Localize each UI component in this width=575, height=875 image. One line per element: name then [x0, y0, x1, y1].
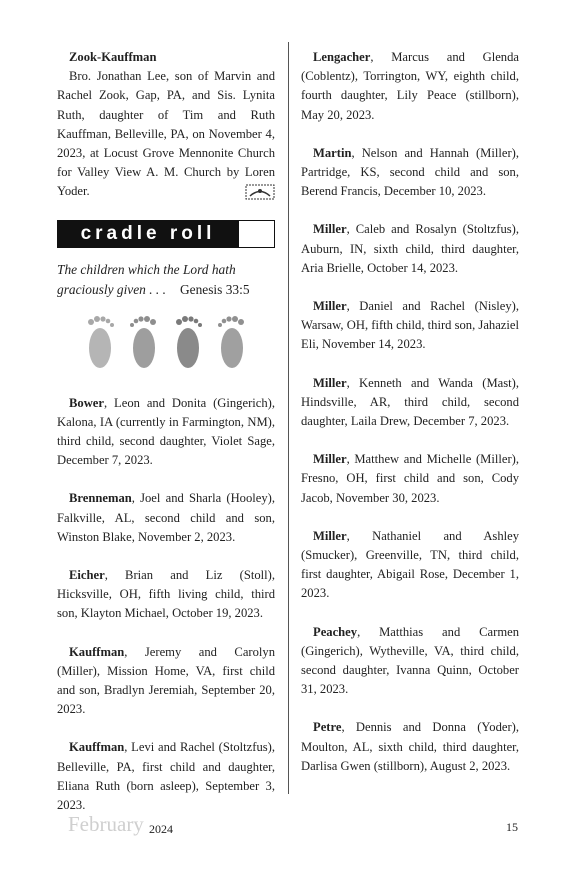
right-column [301, 48, 519, 795]
birth-entry [301, 220, 519, 278]
wedding-announcement [57, 48, 275, 202]
birth-entry [57, 738, 275, 815]
footprints-illustration [57, 312, 275, 370]
wedding-ornament-icon [245, 184, 275, 200]
birth-entry [57, 643, 275, 720]
verse-text: The children which the Lord hath graciously given . . . [57, 261, 236, 297]
entry-text: , Joel and Sharla (Hooley), Falkville, AL, second child and son, Winston Blake, November 2, 2023. [57, 491, 275, 544]
birth-entry [301, 144, 519, 202]
birth-entry [57, 566, 275, 624]
cradle-roll-banner [57, 220, 275, 248]
birth-entry [57, 394, 275, 471]
family-name: Miller [313, 299, 347, 314]
cradle-roll-heading: cradle roll [57, 220, 239, 248]
column-divider [288, 42, 289, 794]
family-name: Kauffman [69, 740, 125, 755]
entry-text: , Matthew and Michelle (Miller), Fresno, OH, first child and son, Cody Jacob, November 30, 2023. [301, 452, 519, 505]
birth-entry [301, 527, 519, 604]
page-number: 15 [506, 820, 518, 834]
entry-text: , Brian and Liz (Stoll), Hicksville, OH, fifth living child, third son, Klayton Michael, October 19, 2023. [57, 568, 275, 621]
birth-entry [301, 374, 519, 432]
family-name: Peachey [313, 624, 358, 639]
footprint-icon [214, 312, 250, 370]
family-name: Miller [313, 452, 347, 467]
birth-entry [301, 718, 519, 776]
footer-month: February [68, 812, 144, 836]
birth-entry [301, 623, 519, 700]
family-name: Petre [313, 720, 342, 735]
family-name: Lengacher [313, 50, 371, 64]
footprint-icon [170, 312, 206, 370]
entry-text: , Leon and Donita (Gingerich), Kalona, IA (currently in Farmington, NM), third child, second daughter, Violet Sage, December 7, 2023. [57, 395, 275, 468]
birth-entry [57, 489, 275, 547]
entry-text: , Dennis and Donna (Yoder), Moulton, AL, sixth child, third daughter, Darlisa Gwen (stillborn), August 2, 2023. [301, 720, 519, 773]
family-name: Miller [313, 528, 347, 543]
family-name: Eicher [69, 568, 105, 583]
birth-entry [301, 48, 519, 125]
footer-year: 2024 [149, 822, 173, 836]
entry-text: , Marcus and Glenda (Coblentz), Torrington, WY, eighth child, fourth daughter, Lily Peace (stillborn), May 20, 2023. [301, 50, 519, 122]
wedding-body: Bro. Jonathan Lee, son of Marvin and Rachel Zook, Gap, PA, and Sis. Lynita Ruth, daughter of Tim and Ruth Kauffman, Belleville, PA, on November 4, 2023, at Locust Grove Mennonite Church for Valley View A. M. Church by Loren Yoder. [57, 69, 275, 199]
verse-reference: Genesis 33:5 [179, 281, 250, 297]
family-name: Martin [313, 145, 352, 160]
banner-box [239, 220, 275, 248]
family-name: Miller [313, 222, 347, 237]
entry-text: , Kenneth and Wanda (Mast), Hindsville, AR, third child, second daughter, Laila Drew, December 7, 2023. [301, 375, 519, 429]
footprint-icon [126, 312, 162, 370]
family-name: Bower [69, 395, 104, 410]
entry-text: , Caleb and Rosalyn (Stoltzfus), Auburn, IN, sixth child, third daughter, Aria Brielle, October 14, 2023. [301, 222, 519, 275]
birth-entry [301, 450, 519, 508]
footprint-icon [82, 312, 118, 370]
entry-text: , Jeremy and Carolyn (Miller), Mission Home, VA, first child and son, Bradlyn Jeremiah, September 20, 2023. [57, 644, 275, 717]
wedding-title: Zook-Kauffman [69, 50, 157, 64]
scripture-verse [57, 260, 275, 300]
entry-text: , Nathaniel and Ashley (Smucker), Greenville, TN, third child, first daughter, Abigail Rose, December 1, 2023. [301, 528, 519, 601]
family-name: Kauffman [69, 644, 125, 659]
entry-text: , Matthias and Carmen (Gingerich), Wytheville, VA, third child, second daughter, Ivanna Quinn, October 31, 2023. [301, 624, 519, 697]
entry-text: , Levi and Rachel (Stoltzfus), Belleville, PA, first child and daughter, Eliana Ruth (born asleep), September 3, 2023. [57, 740, 275, 813]
entry-text: , Daniel and Rachel (Nisley), Warsaw, OH, fifth child, third son, Jahaziel Eli, November 14, 2023. [301, 299, 519, 352]
entry-text: , Nelson and Hannah (Miller), Partridge, KS, second child and son, Berend Francis, December 10, 2023. [301, 145, 519, 199]
birth-entry [301, 297, 519, 355]
left-column [57, 48, 275, 834]
family-name: Brenneman [69, 491, 132, 506]
family-name: Miller [313, 375, 347, 390]
